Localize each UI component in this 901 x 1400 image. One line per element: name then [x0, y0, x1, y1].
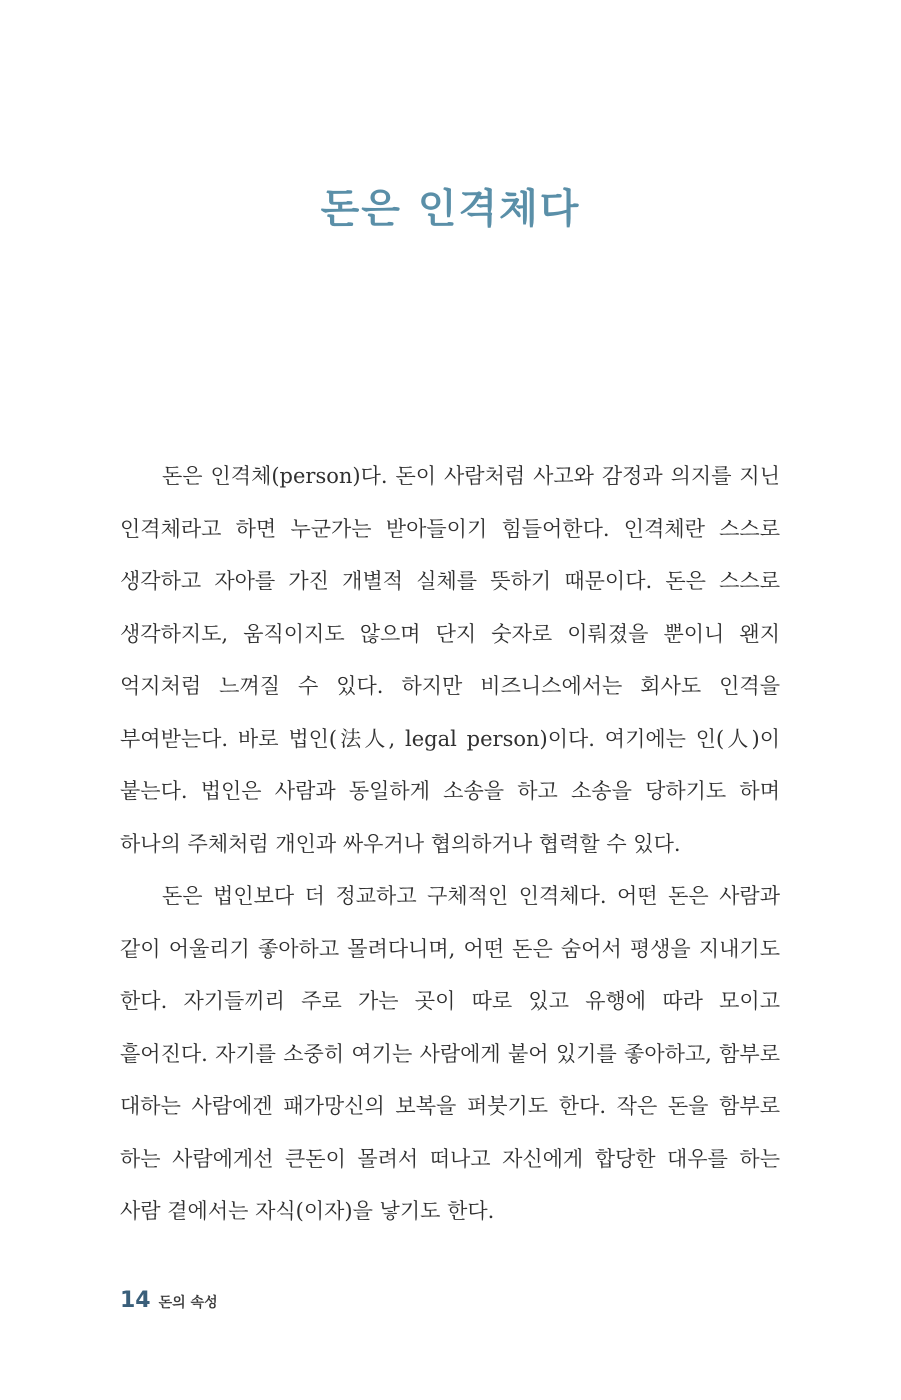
- page-footer: [120, 1288, 218, 1313]
- body-text: [120, 450, 780, 1238]
- paragraph-1: 돈은 인격체(person)다. 돈이 사람처럼 사고와 감정과 의지를 지닌 인격체라고 하면 누군가는 받아들이기 힘들어한다. 인격체란 스스로 생각하고 자아를 가진 개별적 실체를 뜻하기 때문이다. 돈은 스스로 생각하지도, 움직이지도 않으며 단지 숫자로 이뤄졌을 뿐이니 왠지 억지처럼 느껴질 수 있다. 하지만 비즈니스에서는 회사도 인격을 부여받는다. 바로 법인(法人, legal person)이다. 여기에는 인(人)이 붙는다. 법인은 사람과 동일하게 소송을 하고 소송을 당하기도 하며 하나의 주체처럼 개인과 싸우거나 협의하거나 협력할 수 있다.: [120, 464, 780, 856]
- paragraph-2: 돈은 법인보다 더 정교하고 구체적인 인격체다. 어떤 돈은 사람과 같이 어울리기 좋아하고 몰려다니며, 어떤 돈은 숨어서 평생을 지내기도 한다. 자기들끼리 주로 가는 곳이 따로 있고 유행에 따라 모이고 흩어진다. 자기를 소중히 여기는 사람에게 붙어 있기를 좋아하고, 함부로 대하는 사람에겐 패가망신의 보복을 퍼붓기도 한다. 작은 돈을 함부로 하는 사람에게선 큰돈이 몰려서 떠나고 자신에게 합당한 대우를 하는 사람 곁에서는 자식(이자)을 낳기도 한다.: [120, 884, 780, 1223]
- page-number: 14: [120, 1288, 151, 1313]
- chapter-title: 돈은 인격체다: [320, 185, 581, 232]
- section-name: 돈의 속성: [158, 1295, 218, 1311]
